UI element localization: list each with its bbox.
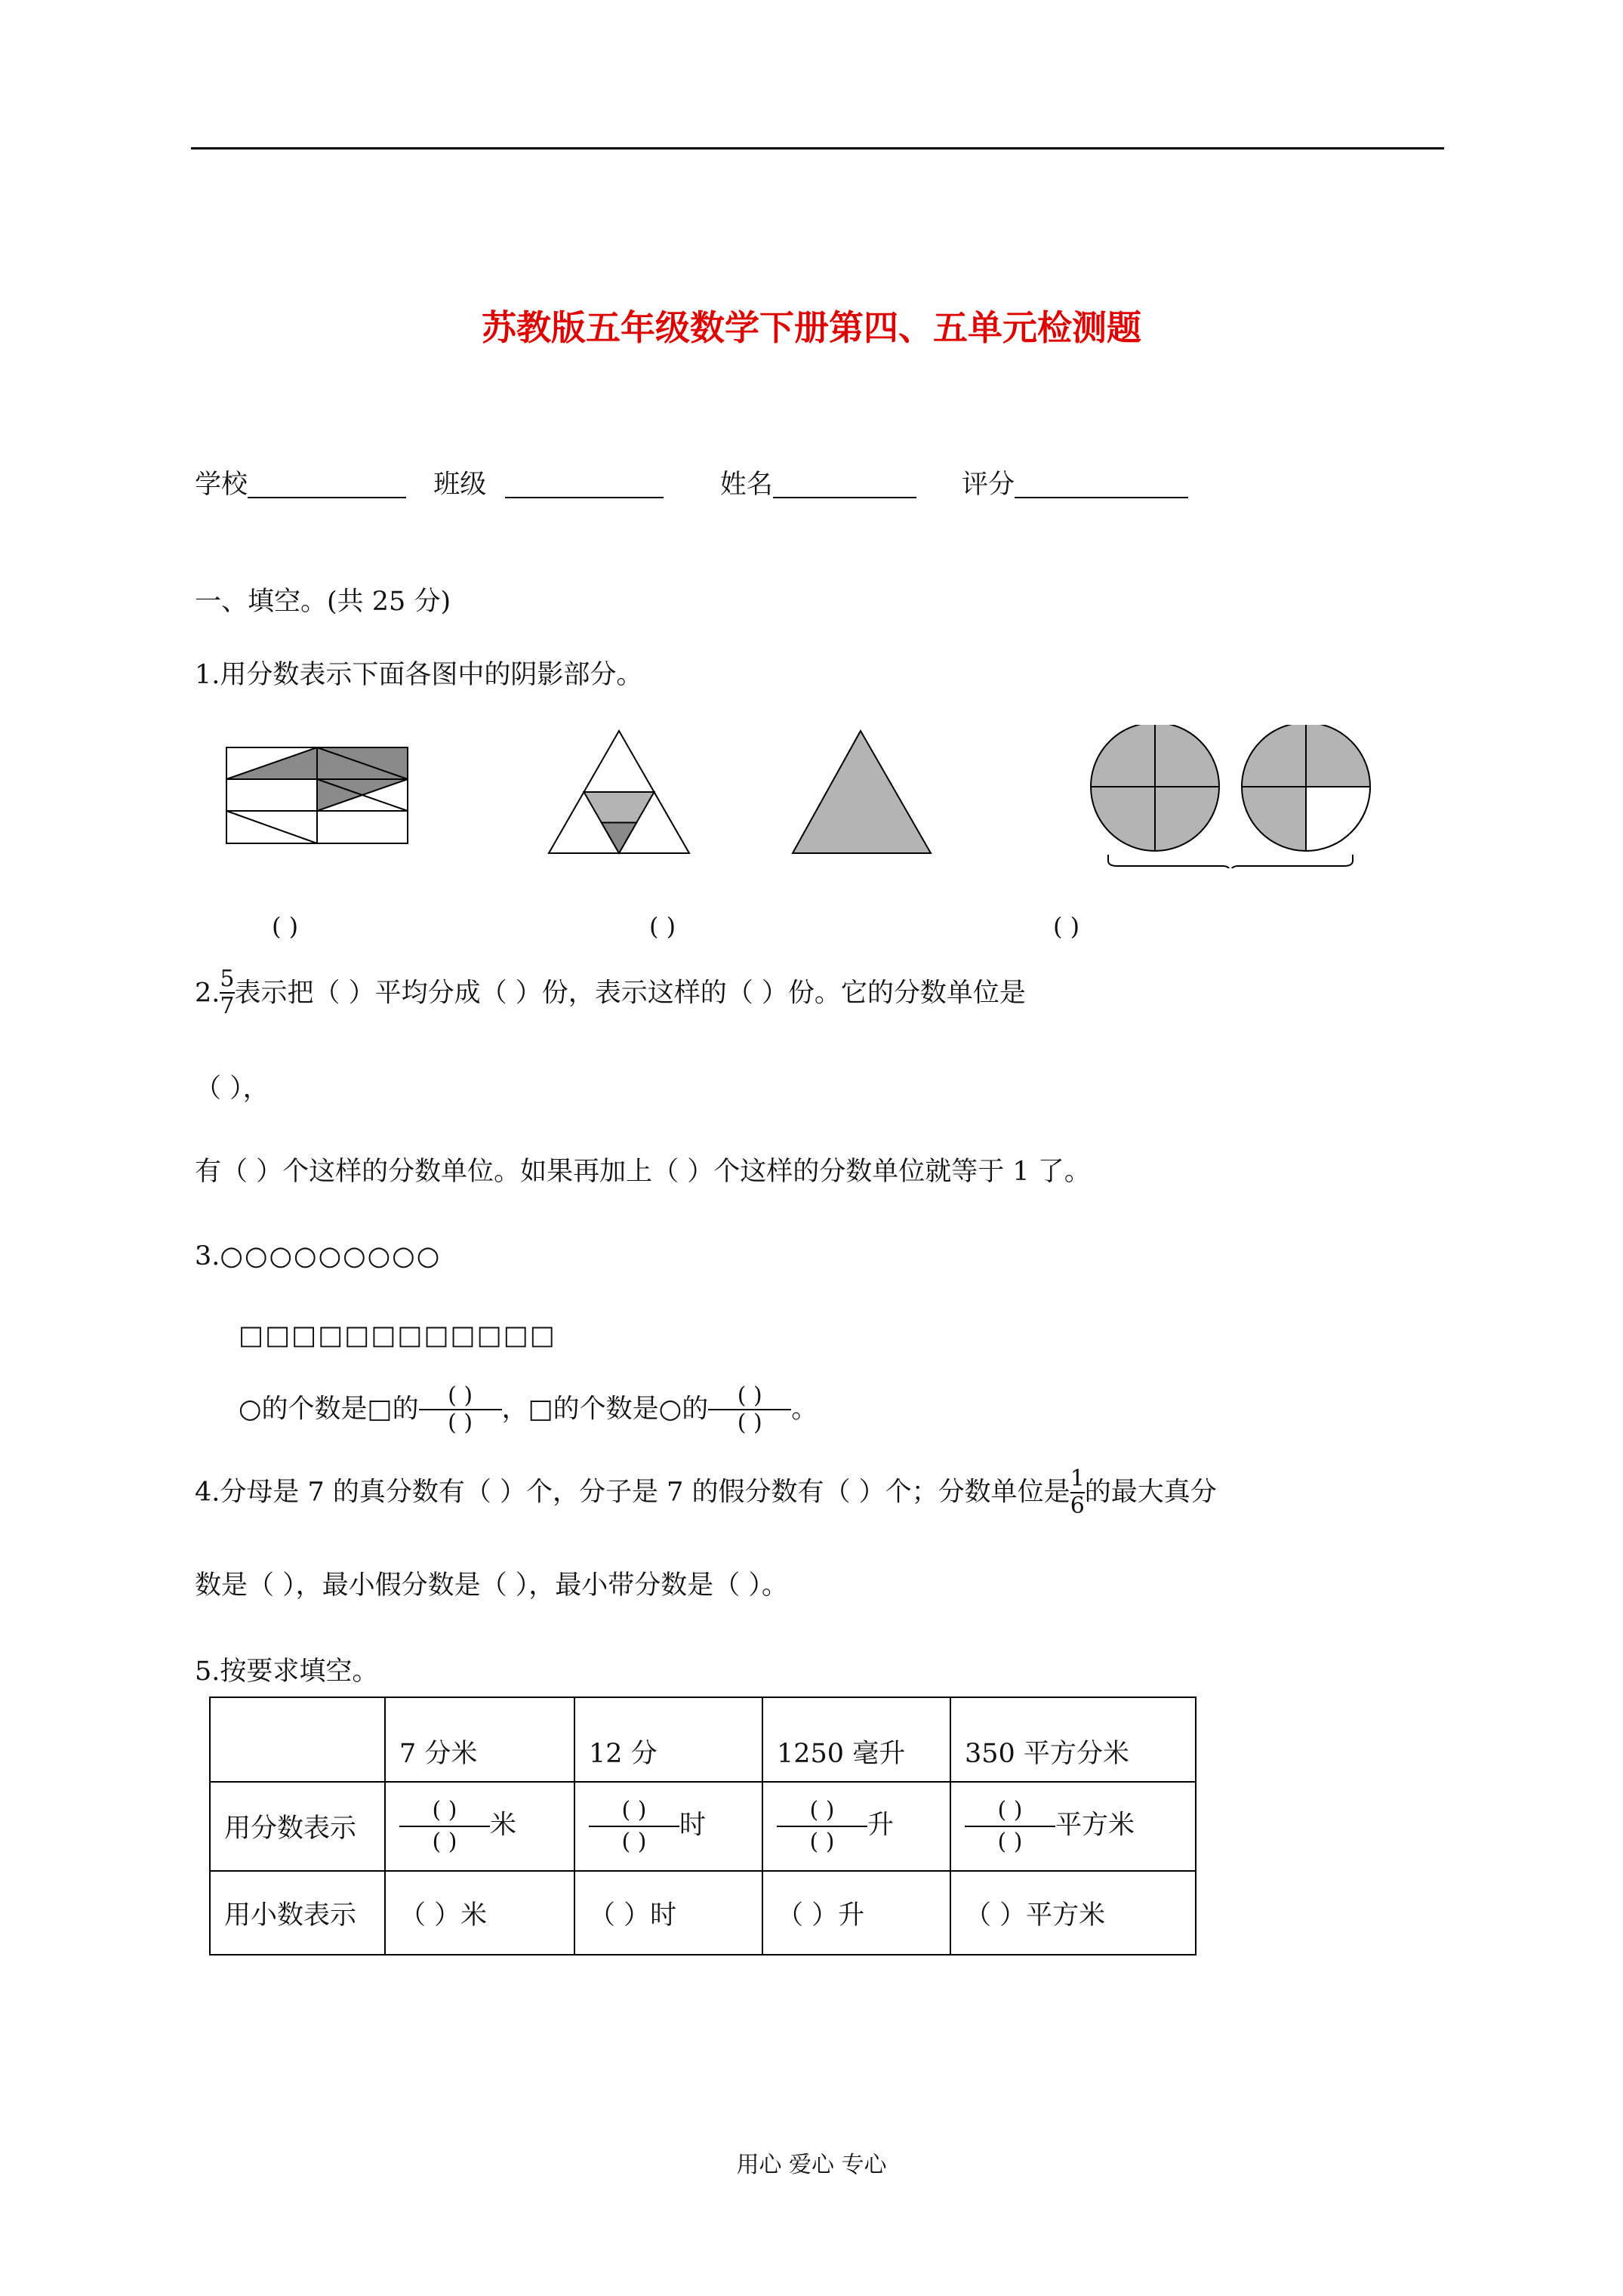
fraction-blank[interactable]: ( ) ( ) xyxy=(965,1795,1055,1857)
table-row-fraction xyxy=(210,1782,1196,1871)
q2-line2: （ ）， xyxy=(195,1074,269,1104)
info-line xyxy=(195,471,1188,498)
row-label-fraction: 用分数表示 xyxy=(210,1782,385,1871)
q5-text: 5.按要求填空。 xyxy=(195,1657,379,1687)
page-footer: 用心 爱心 专心 xyxy=(736,2152,887,2178)
q1-answer-3[interactable]: ( ) xyxy=(1053,912,1080,941)
decimal-cell xyxy=(574,1871,762,1955)
q1-figures xyxy=(219,725,1397,868)
rectangle-figure xyxy=(226,747,408,843)
decimal-blank[interactable]: （ ） xyxy=(965,1900,1027,1931)
q3-number: 3. xyxy=(195,1241,220,1271)
fraction-cell xyxy=(574,1782,762,1871)
unit-label: 时 xyxy=(679,1810,707,1841)
q2-numerator: 5 xyxy=(220,966,235,992)
circle-brace xyxy=(1108,855,1353,868)
q3-circles-row xyxy=(195,1241,442,1271)
q3-fraction-1[interactable]: $\frac{( )}{( )}$ xyxy=(419,1383,502,1436)
unit-label: 平方米 xyxy=(1026,1900,1106,1931)
name-field[interactable] xyxy=(773,471,916,498)
unit-label: 米 xyxy=(460,1900,488,1931)
table-header-cell: 1250 毫升 xyxy=(762,1697,950,1782)
q2-number: 2. xyxy=(195,978,220,1009)
header-rule xyxy=(191,147,1444,149)
q3-circles: ○○○○○○○○○ xyxy=(220,1241,442,1271)
section-heading: 一、填空。(共 25 分) xyxy=(195,587,451,617)
q3-part2: ，□的个数是○的 xyxy=(501,1394,709,1425)
decimal-cell xyxy=(950,1871,1196,1955)
q4-text-b: 的最大真分 xyxy=(1084,1477,1217,1508)
decimal-blank[interactable]: （ ） xyxy=(777,1900,839,1931)
page-title: 苏教版五年级数学下册第四、五单元检测题 xyxy=(482,307,1141,348)
class-label: 班级 xyxy=(433,470,487,500)
unit-label: 米 xyxy=(490,1810,517,1841)
q2-text: 表示把（ ）平均分成（ ）份，表示这样的（ ）份。它的分数单位是 xyxy=(234,978,1026,1009)
fraction-cell xyxy=(762,1782,950,1871)
fraction-cell xyxy=(385,1782,574,1871)
q3-fraction-2[interactable]: $\frac{( )}{( )}$ xyxy=(708,1383,791,1436)
q3-comparison xyxy=(239,1383,818,1436)
q3-part1: ○的个数是□的 xyxy=(239,1394,419,1425)
row-label-decimal: 用小数表示 xyxy=(210,1871,385,1955)
subdivided-triangle-figure xyxy=(549,731,689,853)
q4-fraction xyxy=(1070,1466,1085,1519)
table-header-cell: 7 分米 xyxy=(385,1697,574,1782)
score-field[interactable] xyxy=(1015,471,1188,498)
q1-text: 1.用分数表示下面各图中的阴影部分。 xyxy=(195,660,643,690)
q4-numerator: 1 xyxy=(1070,1465,1085,1492)
full-circle-figure xyxy=(1091,725,1219,851)
q2-line3: 有（ ）个这样的分数单位。如果再加上（ ）个这样的分数单位就等于 1 了。 xyxy=(195,1157,1091,1187)
shaded-triangle-figure xyxy=(793,731,931,853)
decimal-cell xyxy=(385,1871,574,1955)
q5-table xyxy=(209,1697,1196,1955)
decimal-blank[interactable]: （ ） xyxy=(589,1900,651,1931)
q4-denominator: 6 xyxy=(1070,1493,1085,1519)
table-row-decimal xyxy=(210,1871,1196,1955)
three-quarter-circle-figure xyxy=(1242,725,1370,851)
q1-answer-2[interactable]: ( ) xyxy=(649,912,676,941)
score-label: 评分 xyxy=(962,470,1015,500)
q3-squares: □□□□□□□□□□□□ xyxy=(239,1321,556,1351)
fraction-blank[interactable]: ( ) ( ) xyxy=(777,1795,867,1857)
q2-fraction xyxy=(220,966,234,1019)
fraction-blank[interactable]: ( ) ( ) xyxy=(589,1795,679,1857)
school-field[interactable] xyxy=(248,471,406,498)
decimal-cell xyxy=(762,1871,950,1955)
q4-text-a: 4.分母是 7 的真分数有（ ）个，分子是 7 的假分数有（ ）个；分数单位是 xyxy=(195,1477,1070,1508)
table-header-row xyxy=(210,1697,1196,1782)
q4-line1 xyxy=(195,1466,1217,1519)
unit-label: 升 xyxy=(838,1900,865,1931)
decimal-blank[interactable]: （ ） xyxy=(399,1900,461,1931)
unit-label: 时 xyxy=(650,1900,677,1931)
table-header-cell: 350 平方分米 xyxy=(950,1697,1196,1782)
q2-line1 xyxy=(195,966,1026,1019)
name-label: 姓名 xyxy=(719,470,773,500)
class-field[interactable] xyxy=(505,471,664,498)
q2-denominator: 7 xyxy=(220,993,235,1019)
q3-part3: 。 xyxy=(791,1394,818,1425)
q1-answer-1[interactable]: ( ) xyxy=(272,912,299,941)
fraction-cell xyxy=(950,1782,1196,1871)
q4-line2: 数是（ ），最小假分数是（ ），最小带分数是（ ）。 xyxy=(195,1570,788,1601)
fraction-blank[interactable]: ( ) ( ) xyxy=(399,1795,490,1857)
unit-label: 平方米 xyxy=(1055,1810,1135,1841)
school-label: 学校 xyxy=(195,470,248,500)
unit-label: 升 xyxy=(867,1810,895,1841)
table-header-cell: 12 分 xyxy=(574,1697,762,1782)
table-header-empty xyxy=(210,1697,385,1782)
